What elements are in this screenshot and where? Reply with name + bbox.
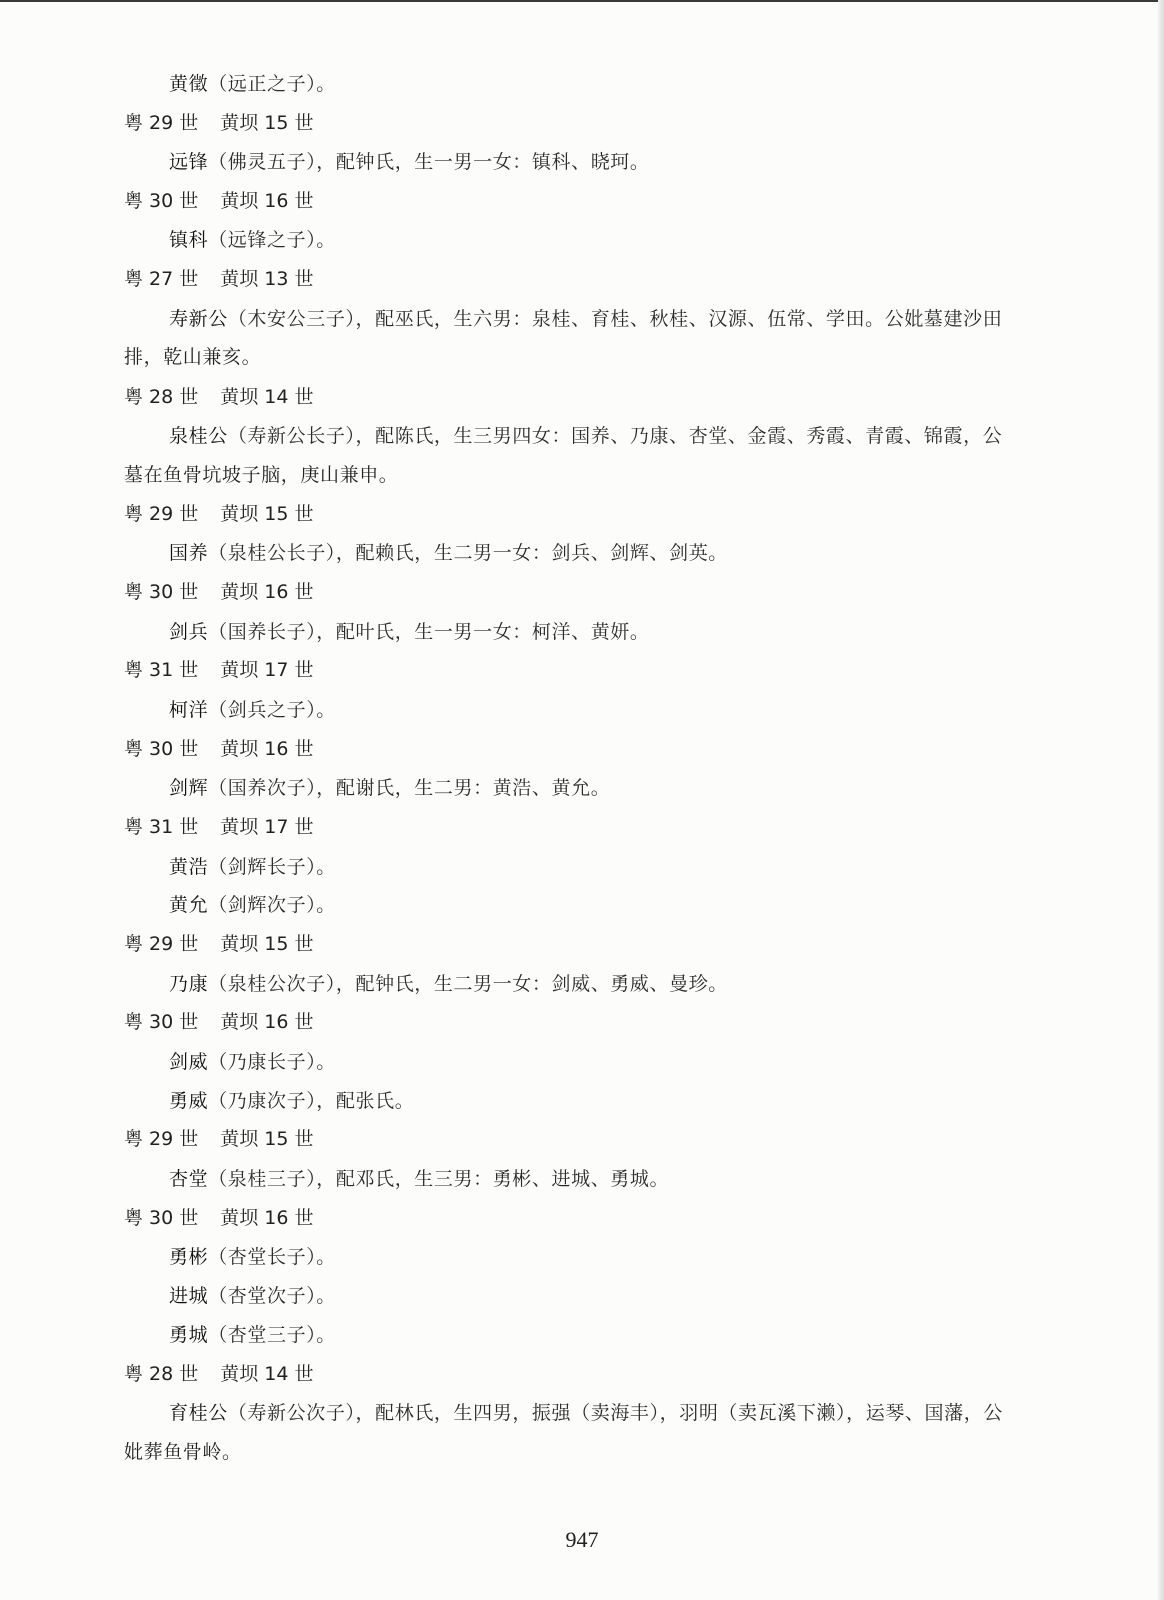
person-entry — [169, 620, 650, 644]
top-rule — [0, 0, 1164, 2]
generation-heading — [124, 1127, 314, 1151]
yue-generation: 粤 27 世 — [124, 268, 199, 290]
person-name: 黄徵 — [169, 73, 209, 95]
huangba-generation: 黄坝 15 世 — [220, 1128, 314, 1150]
yue-generation: 粤 29 世 — [124, 112, 199, 134]
person-name: 乃康 — [169, 973, 209, 995]
generation-heading — [124, 737, 314, 761]
person-description: （木安公三子），配巫氏，生六男：泉桂、育桂、秋桂、汉源、伍常、学田。公妣墓建沙田 — [227, 308, 1003, 330]
person-description: （泉桂三子），配邓氏，生三男：勇彬、进城、勇城。 — [208, 1168, 670, 1190]
generation-heading — [124, 267, 314, 291]
huangba-generation: 黄坝 16 世 — [220, 190, 314, 212]
person-description: （杏堂长子）。 — [208, 1246, 336, 1268]
huangba-generation: 黄坝 16 世 — [220, 1207, 314, 1229]
person-description: （远正之子）。 — [208, 73, 336, 95]
person-description: （泉桂公次子），配钟氏，生二男一女：剑威、勇威、曼珍。 — [208, 973, 728, 995]
person-description: （寿新公次子），配林氏，生四男，振强（卖海丰），羽明（卖瓦溪下濑），运琴、国藩，公 — [227, 1402, 1003, 1424]
person-name: 寿新公 — [169, 308, 228, 330]
yue-generation: 粤 30 世 — [124, 190, 199, 212]
person-name: 勇彬 — [169, 1246, 209, 1268]
person-name: 杏堂 — [169, 1168, 209, 1190]
huangba-generation: 黄坝 15 世 — [220, 112, 314, 134]
person-name: 勇城 — [169, 1324, 209, 1346]
person-name: 镇科 — [169, 229, 209, 251]
person-description: （国养长子），配叶氏，生一男一女：柯洋、黄妍。 — [208, 621, 650, 643]
person-name: 泉桂公 — [169, 425, 228, 447]
yue-generation: 粤 28 世 — [124, 386, 199, 408]
huangba-generation: 黄坝 16 世 — [220, 1011, 314, 1033]
person-description: （剑辉次子）。 — [208, 894, 336, 916]
generation-heading — [124, 932, 314, 956]
entry-continuation: 墓在鱼骨坑坡子脑，庚山兼申。 — [124, 464, 399, 486]
huangba-generation: 黄坝 13 世 — [220, 268, 314, 290]
yue-generation: 粤 29 世 — [124, 933, 199, 955]
person-entry — [169, 1401, 1003, 1425]
person-entry — [169, 893, 336, 917]
huangba-generation: 黄坝 14 世 — [220, 1363, 314, 1385]
person-entry — [169, 307, 1002, 331]
entry-continuation: 妣葬鱼骨岭。 — [124, 1441, 242, 1463]
person-entry — [169, 72, 336, 96]
yue-generation: 粤 29 世 — [124, 503, 199, 525]
person-description: （佛灵五子），配钟氏，生一男一女：镇科、晓珂。 — [208, 151, 650, 173]
person-entry — [169, 424, 1002, 448]
person-entry — [169, 698, 336, 722]
person-description: （杏堂三子）。 — [208, 1324, 336, 1346]
generation-heading — [124, 815, 314, 839]
person-entry — [169, 228, 336, 252]
person-entry — [169, 1323, 336, 1347]
yue-generation: 粤 30 世 — [124, 1207, 199, 1229]
generation-heading — [124, 111, 314, 135]
yue-generation: 粤 30 世 — [124, 581, 199, 603]
huangba-generation: 黄坝 15 世 — [220, 933, 314, 955]
person-entry — [169, 1089, 414, 1113]
huangba-generation: 黄坝 14 世 — [220, 386, 314, 408]
person-entry — [169, 1284, 336, 1308]
person-entry — [169, 1167, 669, 1191]
person-entry — [169, 776, 610, 800]
huangba-generation: 黄坝 15 世 — [220, 503, 314, 525]
person-description: （剑兵之子）。 — [208, 699, 336, 721]
yue-generation: 粤 28 世 — [124, 1363, 199, 1385]
person-name: 育桂公 — [169, 1402, 228, 1424]
generation-heading — [124, 1010, 314, 1034]
person-description: （杏堂次子）。 — [208, 1285, 336, 1307]
generation-heading — [124, 502, 314, 526]
person-name: 剑辉 — [169, 777, 209, 799]
person-description: （寿新公长子），配陈氏，生三男四女：国养、乃康、杏堂、金霞、秀霞、青霞、锦霞，公 — [227, 425, 1003, 447]
person-name: 勇威 — [169, 1090, 209, 1112]
generation-heading — [124, 1362, 314, 1386]
person-description: （泉桂公长子），配赖氏，生二男一女：剑兵、剑辉、剑英。 — [208, 542, 728, 564]
person-name: 剑威 — [169, 1051, 209, 1073]
person-entry — [169, 1050, 336, 1074]
generation-heading — [124, 189, 314, 213]
person-name: 剑兵 — [169, 621, 209, 643]
huangba-generation: 黄坝 16 世 — [220, 738, 314, 760]
yue-generation: 粤 30 世 — [124, 738, 199, 760]
person-entry — [169, 150, 650, 174]
person-name: 国养 — [169, 542, 209, 564]
entry-continuation: 排，乾山兼亥。 — [124, 346, 262, 368]
yue-generation: 粤 30 世 — [124, 1011, 199, 1033]
person-description: （国养次子），配谢氏，生二男：黄浩、黄允。 — [208, 777, 611, 799]
page-number: 947 — [565, 1527, 599, 1552]
person-entry — [169, 541, 728, 565]
person-description: （乃康次子），配张氏。 — [208, 1090, 415, 1112]
person-name: 远锋 — [169, 151, 209, 173]
person-name: 进城 — [169, 1285, 209, 1307]
generation-heading — [124, 1206, 314, 1230]
page-edge-shadow — [1158, 0, 1164, 1600]
person-name: 柯洋 — [169, 699, 209, 721]
person-entry — [169, 855, 336, 879]
huangba-generation: 黄坝 17 世 — [220, 816, 314, 838]
person-description: （乃康长子）。 — [208, 1051, 336, 1073]
person-name: 黄浩 — [169, 856, 209, 878]
yue-generation: 粤 31 世 — [124, 816, 199, 838]
person-description: （剑辉长子）。 — [208, 856, 336, 878]
person-entry — [169, 1245, 336, 1269]
person-name: 黄允 — [169, 894, 209, 916]
huangba-generation: 黄坝 16 世 — [220, 581, 314, 603]
generation-heading — [124, 385, 314, 409]
generation-heading — [124, 658, 314, 682]
huangba-generation: 黄坝 17 世 — [220, 659, 314, 681]
yue-generation: 粤 29 世 — [124, 1128, 199, 1150]
person-entry — [169, 972, 728, 996]
person-description: （远锋之子）。 — [208, 229, 336, 251]
generation-heading — [124, 580, 314, 604]
yue-generation: 粤 31 世 — [124, 659, 199, 681]
